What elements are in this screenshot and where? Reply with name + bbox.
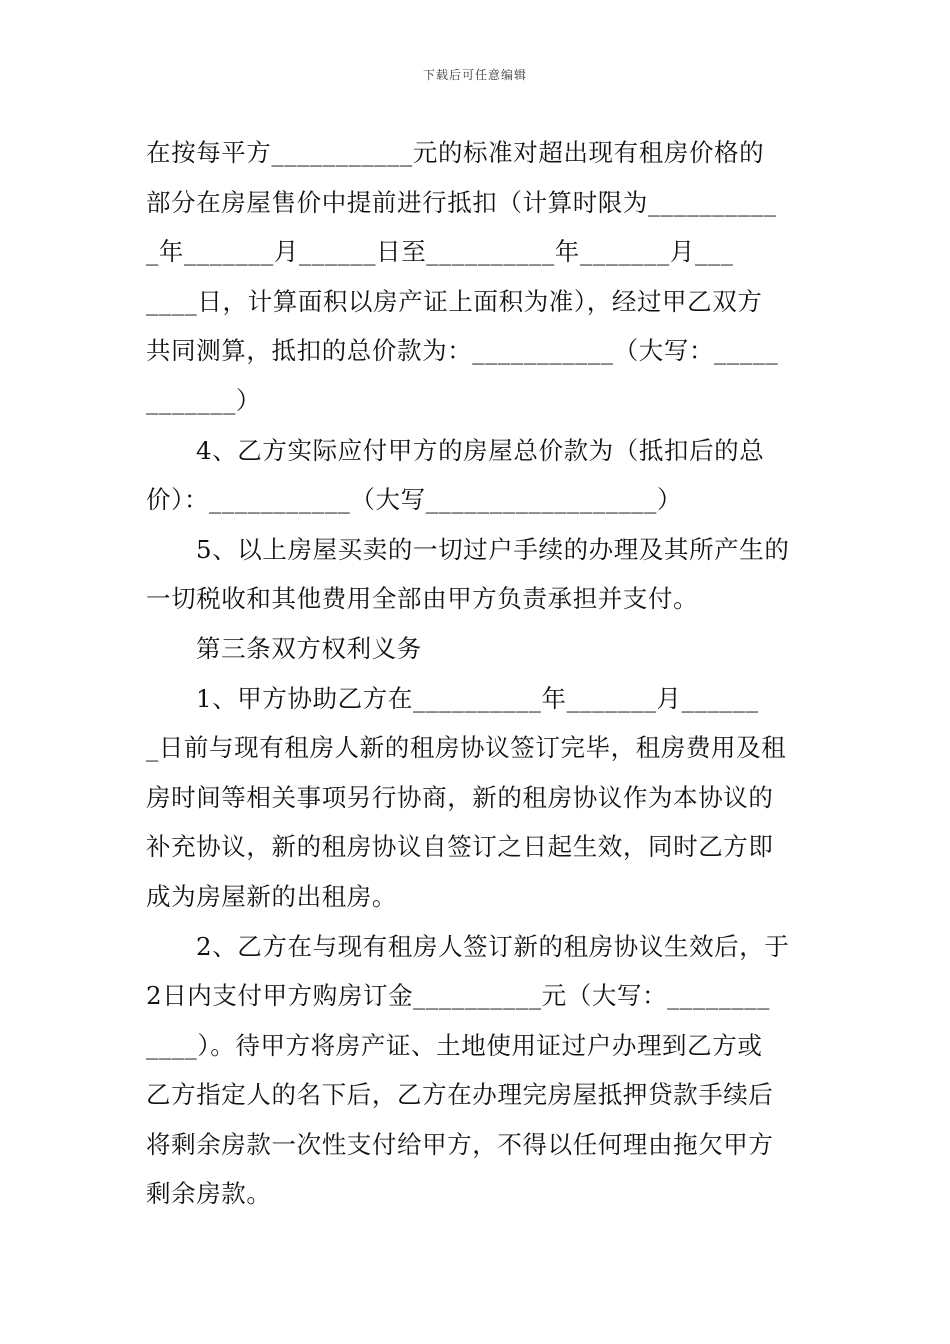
section-heading: 第三条双方权利义务 [196, 633, 422, 663]
text-line: _年_______月______日至__________年_______月___ [146, 237, 734, 267]
text-line: 补充协议，新的租房协议自签订之日起生效，同时乙方即 [146, 832, 774, 862]
text-line: 将剩余房款一次性支付给甲方，不得以任何理由拖欠甲方 [146, 1129, 774, 1159]
page-header: 下载后可任意编辑 [422, 68, 527, 82]
text-line: 一切税收和其他费用全部由甲方负责承担并支付。 [146, 584, 699, 614]
text-line: 乙方指定人的名下后，乙方在办理完房屋抵押贷款手续后 [146, 1080, 774, 1110]
text-line: 剩余房款。 [146, 1179, 272, 1209]
clause-5-start: 5、以上房屋买卖的一切过户手续的办理及其所产生的 [196, 534, 790, 564]
text-line: ____日，计算面积以房产证上面积为准），经过甲乙双方 [146, 286, 763, 316]
text-line: 在按每平方___________元的标准对超出现有租房价格的 [146, 138, 765, 167]
text-line: 2日内支付甲方购房订金__________元（大写：________ [146, 981, 770, 1011]
text-line: _______） [146, 385, 262, 415]
clause-4-start: 4、乙方实际应付甲方的房屋总价款为（抵扣后的总 [196, 435, 765, 465]
document-body [146, 128, 806, 1219]
text-line: 价）：___________（大写__________________） [146, 485, 683, 515]
text-line: _日前与现有租房人新的租房协议签订完毕，租房费用及租 [146, 733, 787, 763]
text-line: 共同测算，抵扣的总价款为：___________（大写：_____ [146, 336, 779, 366]
text-line: 成为房屋新的出租房。 [146, 881, 397, 911]
clause-1-start: 1、甲方协助乙方在__________年_______月______ [196, 683, 759, 713]
clause-2-start: 2、乙方在与现有租房人签订新的租房协议生效后，于 [196, 931, 790, 961]
text-line: 部分在房屋售价中提前进行抵扣（计算时限为__________ [146, 187, 777, 217]
text-line: ____）。待甲方将房产证、土地使用证过户办理到乙方或 [146, 1030, 763, 1060]
text-line: 房时间等相关事项另行协商，新的租房协议作为本协议的 [146, 782, 774, 812]
